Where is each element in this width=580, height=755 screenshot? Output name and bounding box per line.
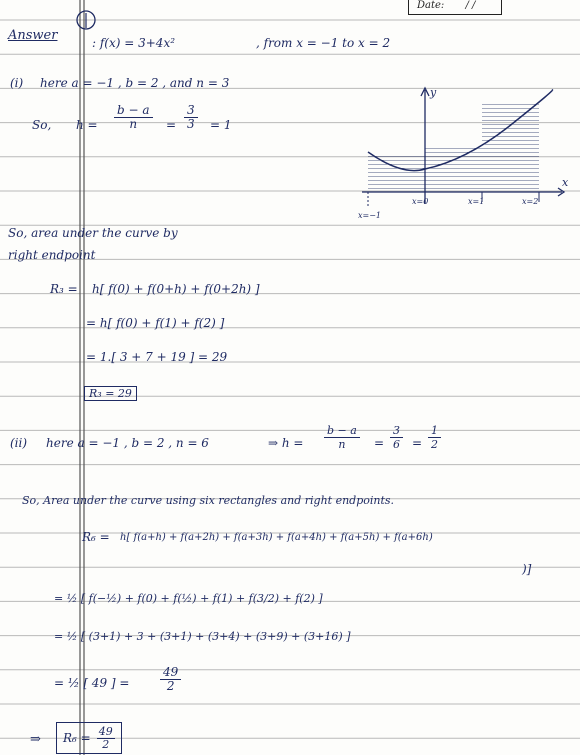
part2-frac-ba-over-n: $\frac{b - a}{n}$ [324, 424, 360, 451]
part1-frac-ba-over-n: $\frac{b - a}{n}$ [114, 104, 153, 131]
part2-eq2: = [412, 436, 423, 450]
r6-line1: h[ f(a+h) + f(a+2h) + f(a+3h) + f(a+4h) + f(a+5h) + f(a+6h) [120, 532, 433, 543]
r6-line2: = ½ [ f(−½) + f(0) + f(½) + f(1) + f(3/2) + f(2) ] [54, 592, 323, 605]
date-field [408, 0, 502, 15]
part1-params: here a = −1 , b = 2 , and n = 3 [40, 76, 230, 90]
tick-label-1: x=−1 [358, 211, 382, 220]
final-result-box [56, 722, 122, 754]
r3-line3: = 1.[ 3 + 7 + 19 ] = 29 [86, 350, 228, 364]
r3-result: R₃ = 29 [84, 386, 137, 401]
rectangle-2 [425, 147, 482, 192]
r6-line4-frac: $\frac{49}{2}$ [160, 666, 181, 693]
answer-label: Answer [8, 28, 58, 43]
date-value: / / [465, 0, 476, 11]
part2-frac-1-over-2: $\frac{1}{2}$ [428, 424, 441, 451]
part2-h: ⇒ h = [268, 436, 304, 450]
rectangle-1 [368, 156, 425, 192]
final-arrow: ⇒ [30, 732, 41, 747]
final-label: R₆ = [63, 731, 91, 745]
part2-label: (ii) [10, 436, 28, 450]
part1-intro-line1: So, area under the curve by [8, 226, 178, 240]
r6-label: R₆ = [82, 530, 110, 544]
part2-intro: So, Area under the curve using six rectangles and right endpoints. [22, 494, 395, 507]
r6-line3: = ½ [ (3+1) + 3 + (3+1) + (3+4) + (3+9) + (3+16) ] [54, 630, 351, 643]
part1-eq: = [166, 118, 177, 132]
r3-label: R₃ = [50, 282, 78, 296]
part2-frac-3-over-6: $\frac{3}{6}$ [390, 424, 403, 451]
part2-params: here a = −1 , b = 2 , n = 6 [46, 436, 209, 450]
y-axis-label: y [430, 86, 437, 99]
tick-label-4: x=2 [522, 197, 539, 206]
part1-so: So, [32, 118, 52, 132]
part1-result: = 1 [210, 118, 232, 132]
part2-eq1: = [374, 436, 385, 450]
r3-line1: h[ f(0) + f(0+h) + f(0+2h) ] [92, 282, 260, 296]
given-function: : f(x) = 3+4x² [92, 36, 176, 50]
riemann-graph [358, 84, 574, 224]
rectangle-3 [482, 102, 539, 192]
final-frac: $\frac{49}{2}$ [98, 724, 113, 751]
part1-intro-line2: right endpoint [8, 248, 96, 262]
r3-line2: = h[ f(0) + f(1) + f(2) ] [86, 316, 225, 330]
r6-close: )] [522, 562, 532, 576]
tick-label-2: x=0 [412, 197, 429, 206]
interval-range: , from x = −1 to x = 2 [256, 36, 391, 50]
date-label: Date: [417, 0, 445, 11]
x-axis-label: x [562, 176, 569, 189]
part1-label: (i) [10, 76, 24, 90]
part1-frac-3-over-3: $\frac{3}{3}$ [184, 104, 198, 131]
tick-label-3: x=1 [468, 197, 485, 206]
r6-line4: = ½ [ 49 ] = [54, 676, 130, 690]
part1-h: h = [76, 118, 98, 132]
